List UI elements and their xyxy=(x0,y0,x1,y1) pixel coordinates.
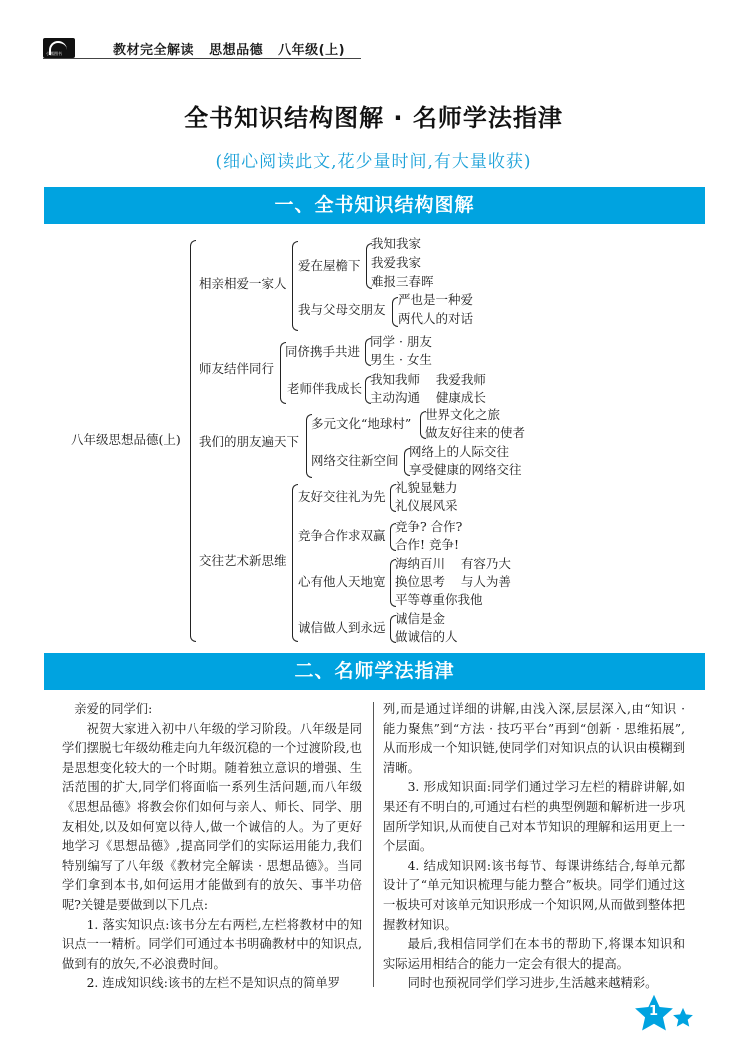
tree-lesson: 诚信做人到永远 xyxy=(298,620,386,635)
article-paragraph: 2. 连成知识线:该书的左栏不是知识点的简单罗 xyxy=(86,976,341,991)
article-right-column xyxy=(383,700,685,994)
tree-item: 严也是一种爱 xyxy=(398,292,474,307)
tree-item: 礼貌显魅力 xyxy=(395,480,458,495)
tree-root: 八年级思想品德(上) xyxy=(71,432,181,447)
tree-item: 平等尊重你我他 xyxy=(395,592,483,607)
section-heading-study-guide: 二、名师学法指津 xyxy=(44,653,705,690)
tree-lesson: 友好交往礼为先 xyxy=(298,489,386,504)
tree-item: 世界文化之旅 xyxy=(425,407,501,422)
tree-unit: 相亲相爱一家人 xyxy=(199,276,287,291)
tree-lesson: 老师伴我成长 xyxy=(287,381,363,396)
tree-item: 我知我师 我爱我师 xyxy=(370,372,486,387)
tree-item: 享受健康的网络交往 xyxy=(409,462,522,477)
tree-lesson: 心有他人天地宽 xyxy=(298,574,386,589)
article-paragraph: 3. 形成知识面:同学们通过学习左栏的精辟讲解,如果还有不明白的,可通过右栏的典型例题和解析进一步巩固所学知识,从而使自己对本节知识的理解和运用更上一个层面。 xyxy=(383,780,685,854)
logo-text: 小熊图书 xyxy=(46,51,62,56)
tree-lesson: 同侪携手共进 xyxy=(285,344,361,359)
article-paragraph: 4. 结成知识网:该书每节、每课讲练结合,每单元都设计了“单元知识梳理与能力整合”板块。同学们通过这一板块可对该单元知识形成一个知识网,从而做到整体把握教材知识。 xyxy=(383,858,685,932)
article-paragraph: 最后,我相信同学们在本书的帮助下,将课本知识和实际运用相结合的能力一定会有很大的提高。 xyxy=(383,937,685,971)
tree-unit: 我们的朋友遍天下 xyxy=(199,434,300,449)
tree-item: 做诚信的人 xyxy=(395,629,458,644)
page-subtitle: (细心阅读此文,花少量时间,有大量收获) xyxy=(215,152,532,172)
tree-item: 两代人的对话 xyxy=(398,311,474,326)
tree-lesson: 多元文化“地球村” xyxy=(311,416,412,431)
tree-item: 竞争? 合作? xyxy=(395,519,463,534)
tree-bracket xyxy=(292,484,298,642)
page-number: 1 xyxy=(649,1004,659,1019)
tree-item: 合作! 竞争! xyxy=(395,537,460,552)
tree-lesson: 竞争合作求双赢 xyxy=(298,528,386,543)
tree-item: 同学 · 朋友 xyxy=(370,334,432,349)
article-paragraph: 1. 落实知识点:该书分左右两栏,左栏将教材中的知识点一一精析。同学们可通过本书明确教材中的知识点,做到有的放矢,不必浪费时间。 xyxy=(62,917,362,971)
tree-item: 我知我家 xyxy=(371,236,422,251)
tree-item: 男生 · 女生 xyxy=(370,352,432,367)
column-divider xyxy=(373,702,374,987)
article-paragraph: 同时也预祝同学们学习进步,生活越来越精彩。 xyxy=(407,976,658,991)
article-greeting: 亲爱的同学们: xyxy=(74,702,153,716)
tree-item: 网络上的人际交往 xyxy=(409,444,510,459)
tree-item: 换位思考 与人为善 xyxy=(395,574,511,589)
star-icon xyxy=(672,1007,694,1029)
header-title: 教材完全解读 思想品德 八年级(上) xyxy=(113,43,346,58)
tree-item: 海纳百川 有容乃大 xyxy=(395,556,511,571)
article-paragraph: 列,而是通过详细的讲解,由浅入深,层层深入,由“知识 · 能力聚焦”到“方法 · 技巧平台”再到“创新 · 思维拓展”,从而形成一个知识链,使同学们对知识点的认识由模糊到清晰。 xyxy=(383,702,685,775)
tree-bracket xyxy=(190,240,196,642)
tree-unit: 师友结伴同行 xyxy=(199,361,275,376)
article-left-column xyxy=(62,700,362,994)
tree-lesson: 我与父母交朋友 xyxy=(298,302,386,317)
section-heading-structure: 一、全书知识结构图解 xyxy=(44,187,705,224)
tree-item: 主动沟通 健康成长 xyxy=(370,390,486,405)
article-paragraph: 祝贺大家进入初中八年级的学习阶段。八年级是同学们摆脱七年级幼稚走向九年级沉稳的一个过渡阶段,也是思想变化较大的一个时期。随着独立意识的增强、生活范围的扩大,同学们将面临一系列生活问题,而八年级《思想品德》将教会你们如何与亲人、师长、同学、朋友相处,以及如何宽以待人,做一个诚信的人。为了更好地学习《思想品德》,提高同学们的实际运用能力,我们特别编写了八年级《教材完全解读 · 思想品德》。当同学们拿到本书,如何运用才能做到有的放矢、事半功倍呢?关键是要做到以下几点: xyxy=(62,721,362,912)
tree-item: 我爱我家 xyxy=(371,255,422,270)
tree-lesson: 网络交往新空间 xyxy=(311,453,399,468)
tree-item: 礼仪展风采 xyxy=(395,498,458,513)
tree-unit: 交往艺术新思维 xyxy=(199,553,287,568)
tree-item: 诚信是金 xyxy=(395,611,446,626)
tree-item: 难报三春晖 xyxy=(371,274,434,289)
page-title: 全书知识结构图解 · 名师学法指津 xyxy=(184,104,563,132)
tree-item: 做友好往来的使者 xyxy=(425,425,526,440)
tree-lesson: 爱在屋檐下 xyxy=(298,258,361,273)
